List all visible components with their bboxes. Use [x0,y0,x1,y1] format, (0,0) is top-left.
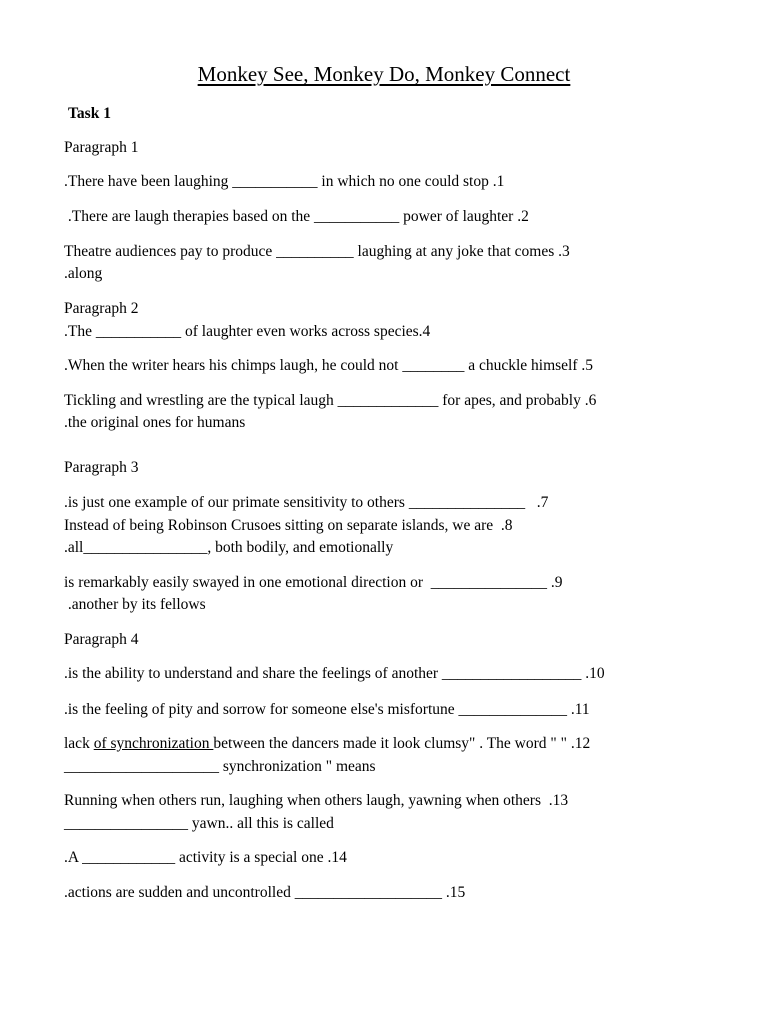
question-12-prefix: lack [64,735,94,752]
question-15: .actions are sudden and uncontrolled ___________________ .15 [64,884,466,901]
question-9-line-2: .another by its fellows [64,596,206,613]
task-heading: Task 1 [68,105,111,122]
question-12-suffix: between the dancers made it look clumsy" . The word " " .12 [213,735,591,752]
paragraph-2-heading: Paragraph 2 [64,300,139,317]
question-12-line-1 [64,734,590,754]
question-4: .The ___________ of laughter even works across species.4 [64,323,431,340]
question-3-line-1: Theatre audiences pay to produce __________ laughing at any joke that comes .3 [64,243,570,260]
question-3-line-2: .along [64,265,103,282]
question-1: .There have been laughing ___________ in which no one could stop .1 [64,173,505,190]
question-6-line-1: Tickling and wrestling are the typical laugh _____________ for apes, and probably .6 [64,392,597,409]
question-2: .There are laugh therapies based on the ___________ power of laughter .2 [64,208,529,225]
page-title: Monkey See, Monkey Do, Monkey Connect [197,62,571,86]
question-8-line-1: Instead of being Robinson Crusoes sitting on separate islands, we are .8 [64,517,513,534]
question-10: .is the ability to understand and share the feelings of another __________________ .10 [64,665,605,682]
question-14: .A ____________ activity is a special one .14 [64,849,347,866]
question-12-line-2: ____________________ synchronization " means [64,758,376,775]
paragraph-4-heading: Paragraph 4 [64,631,139,648]
question-6-line-2: .the original ones for humans [64,414,246,431]
question-7: .is just one example of our primate sensitivity to others _______________ .7 [64,494,549,511]
question-13-line-2: ________________ yawn.. all this is called [64,815,334,832]
paragraph-3-heading: Paragraph 3 [64,459,139,476]
paragraph-1-heading: Paragraph 1 [64,139,139,156]
question-5: .When the writer hears his chimps laugh, he could not ________ a chuckle himself .5 [64,357,594,374]
question-13-line-1: Running when others run, laughing when others laugh, yawning when others .13 [64,792,569,809]
question-12-underlined-term: of synchronization [93,735,214,752]
question-8-line-2: .all________________, both bodily, and emotionally [64,539,394,556]
question-11: .is the feeling of pity and sorrow for someone else's misfortune ______________ .11 [64,701,590,718]
question-9-line-1: is remarkably easily swayed in one emotional direction or _______________ .9 [64,574,563,591]
